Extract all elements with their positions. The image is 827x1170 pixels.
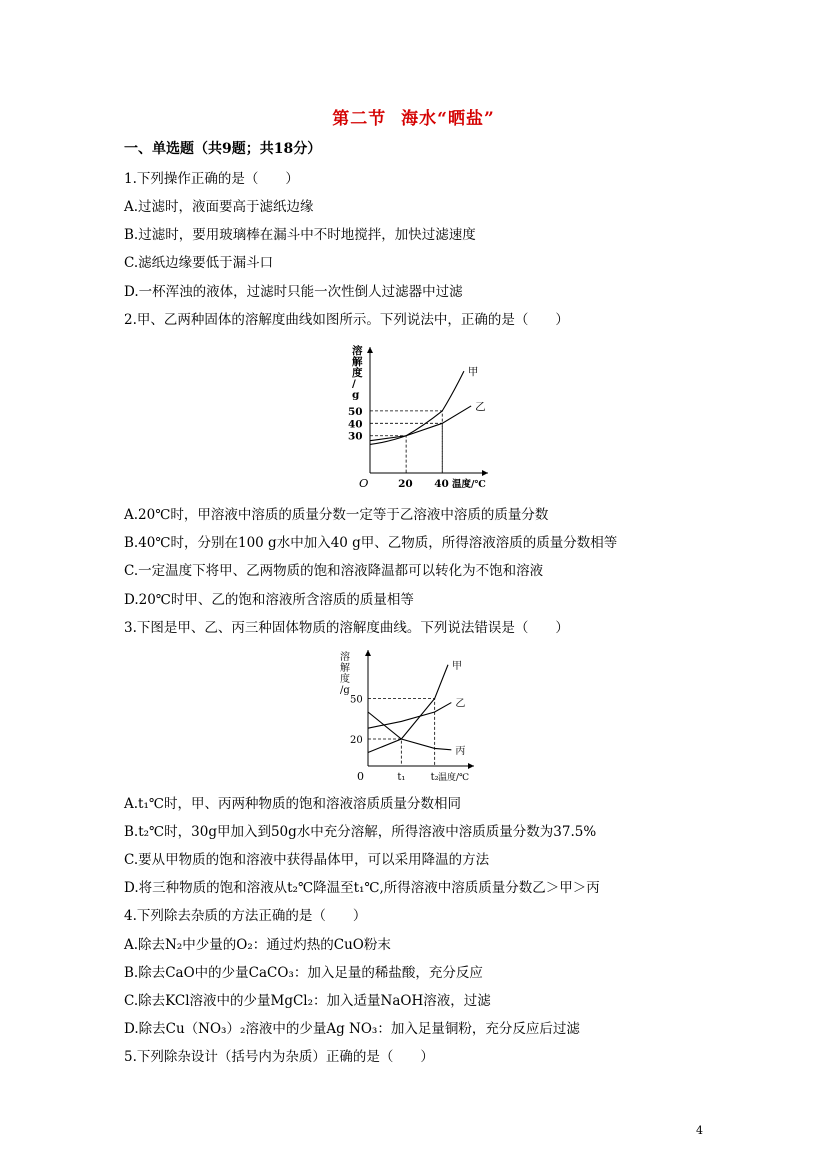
x-axis-label: 温度/℃ [438,773,470,783]
question-1-option-d: D.一杯浑浊的液体，过滤时只能一次性倒人过滤器中过滤 [124,284,463,300]
solubility-chart-2 [330,648,490,783]
question-2-option-b: B.40℃时，分别在100 g水中加入40 g甲、乙物质，所得溶液溶质的质量分数相等 [124,535,618,551]
solubility-chart-1 [340,340,500,490]
y-tick-label-1: 20 [350,735,363,746]
question-5-stem: 5.下列除杂设计（括号内为杂质）正确的是（ ） [124,1049,434,1065]
x-axis-label: 温度/℃ [452,479,486,490]
question-4-option-b: B.除去CaO中的少量CaCO₃：加入足量的稀盐酸，充分反应 [124,965,483,981]
y-axis-arrow [367,347,373,353]
question-2-option-a: A.20℃时，甲溶液中溶质的质量分数一定等于乙溶液中溶质的质量分数 [124,507,549,523]
question-3-option-b: B.t₂℃时，30g甲加入到50g水中充分溶解，所得溶液中溶质质量分数为37.5% [124,824,597,840]
solubility-chart-1-svg [340,340,500,490]
y-tick-label-2: 40 [348,418,363,431]
series-curve-2 [368,703,451,729]
question-4-option-a: A.除去N₂中少量的O₂：通过灼热的CuO粉末 [124,937,391,953]
x-tick-label-2: 40 [434,478,449,490]
x-tick-label-1: t₁ [397,772,406,783]
question-2-option-d: D.20℃时甲、乙的饱和溶液所含溶质的质量相等 [124,592,414,608]
series-label-1: 甲 [452,660,462,672]
series-label-2: 乙 [455,698,466,710]
page-title [0,104,827,129]
x-axis-arrow [468,763,474,769]
series-label-2: 乙 [475,400,486,413]
title-section-number: 第二节 [332,109,387,129]
section-heading: 一、单选题（共9题；共18分） [124,141,322,157]
origin-label: 0 [357,770,364,783]
question-1-option-a: A.过滤时，液面要高于滤纸边缘 [124,199,314,215]
series-label-1: 甲 [467,366,479,379]
series-label-3: 丙 [455,745,466,757]
x-tick-label-2: t₂ [430,772,439,783]
question-2-option-c: C.一定温度下将甲、乙两物质的饱和溶液降温都可以转化为不饱和溶液 [124,563,544,579]
x-tick-label-1: 20 [398,478,413,490]
origin-label: O [359,476,369,490]
question-4-stem: 4.下列除去杂质的方法正确的是（ ） [124,908,367,924]
y-axis-arrow [365,650,371,656]
question-3-option-c: C.要从甲物质的饱和溶液中获得晶体甲，可以采用降温的方法 [124,852,490,868]
question-3-option-d: D.将三种物质的饱和溶液从t₂℃降温至t₁℃,所得溶液中溶质质量分数乙＞甲＞丙 [124,880,600,896]
y-axis-label: 溶解度/ g [352,345,363,401]
y-axis-label: 溶解度/g [340,652,350,696]
series-curve-1 [370,371,464,444]
title-text: 海水“晒盐” [401,109,495,129]
question-3-stem: 3.下图是甲、乙、丙三种固体物质的溶解度曲线。下列说法错误是（ ） [124,620,569,636]
question-4-option-c: C.除去KCl溶液中的少量MgCl₂：加入适量NaOH溶液，过滤 [124,993,491,1009]
x-axis-arrow [482,470,488,476]
page-number: 4 [696,1124,703,1137]
dashed-guide-1 [368,739,401,766]
y-tick-label-3: 50 [348,405,363,418]
question-1-stem: 1.下列操作正确的是（ ） [124,171,299,187]
series-curve-3 [368,712,451,750]
question-1-option-b: B.过滤时，要用玻璃棒在漏斗中不时地搅拌，加快过滤速度 [124,227,476,243]
y-tick-label-1: 30 [348,430,363,443]
question-2-stem: 2.甲、乙两种固体的溶解度曲线如图所示。下列说法中，正确的是（ ） [124,312,569,328]
question-3-option-a: A.t₁℃时，甲、丙两种物质的饱和溶液溶质质量分数相同 [124,796,461,812]
y-tick-label-2: 50 [350,694,363,706]
question-1-option-c: C.滤纸边缘要低于漏斗口 [124,255,274,271]
solubility-chart-2-svg [330,648,490,783]
question-4-option-d: D.除去Cu（NO₃）₂溶液中的少量Ag NO₃：加入足量铜粉，充分反应后过滤 [124,1021,580,1037]
